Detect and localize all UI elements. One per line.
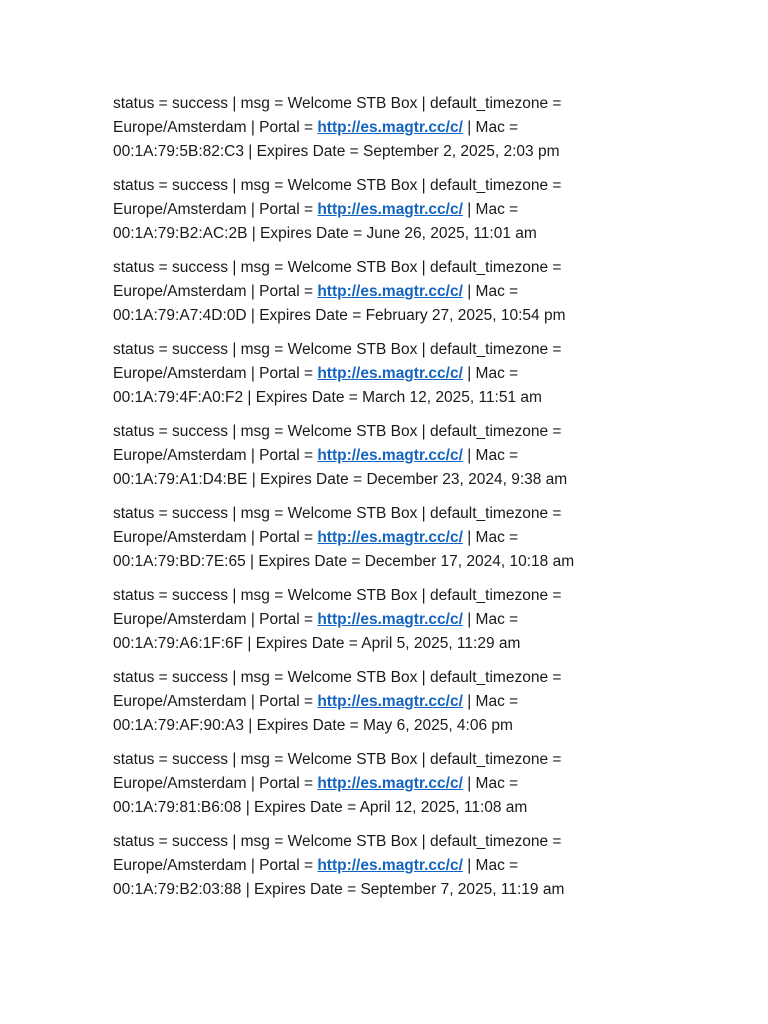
portal-label: Europe/Amsterdam | Portal = [113, 611, 318, 628]
entry-line-portal [113, 444, 613, 468]
entry-line-status: status = success | msg = Welcome STB Box | default_timezone = [113, 259, 562, 276]
portal-label: Europe/Amsterdam | Portal = [113, 857, 318, 874]
account-entry [113, 420, 613, 492]
mac-label: | Mac = [462, 529, 519, 546]
entry-line-status: status = success | msg = Welcome STB Box | default_timezone = [113, 587, 562, 604]
entry-line-mac-expiry: 00:1A:79:B2:03:88 | Expires Date = September 7, 2025, 11:19 am [113, 881, 565, 898]
entry-line-portal [113, 690, 613, 714]
entry-line-mac-expiry: 00:1A:79:4F:A0:F2 | Expires Date = March 12, 2025, 11:51 am [113, 389, 542, 406]
portal-link[interactable]: http://es.magtr.cc/c/ [317, 119, 463, 136]
mac-label: | Mac = [462, 611, 519, 628]
account-entry [113, 666, 613, 738]
entry-line-mac-expiry: 00:1A:79:A1:D4:BE | Expires Date = December 23, 2024, 9:38 am [113, 471, 568, 488]
portal-link[interactable]: http://es.magtr.cc/c/ [317, 201, 463, 218]
entry-line-status: status = success | msg = Welcome STB Box | default_timezone = [113, 833, 562, 850]
entry-line-portal [113, 116, 613, 140]
mac-label: | Mac = [462, 693, 519, 710]
account-entry [113, 174, 613, 246]
portal-label: Europe/Amsterdam | Portal = [113, 119, 318, 136]
entry-line-mac-expiry: 00:1A:79:A6:1F:6F | Expires Date = April 5, 2025, 11:29 am [113, 635, 521, 652]
account-entry [113, 92, 613, 164]
portal-link[interactable]: http://es.magtr.cc/c/ [317, 857, 463, 874]
account-entry [113, 338, 613, 410]
mac-label: | Mac = [462, 119, 519, 136]
portal-label: Europe/Amsterdam | Portal = [113, 283, 318, 300]
entry-line-mac-expiry: 00:1A:79:81:B6:08 | Expires Date = April 12, 2025, 11:08 am [113, 799, 528, 816]
entry-line-status: status = success | msg = Welcome STB Box | default_timezone = [113, 751, 562, 768]
portal-label: Europe/Amsterdam | Portal = [113, 447, 318, 464]
mac-label: | Mac = [462, 857, 519, 874]
portal-label: Europe/Amsterdam | Portal = [113, 201, 318, 218]
portal-label: Europe/Amsterdam | Portal = [113, 529, 318, 546]
mac-label: | Mac = [462, 447, 519, 464]
portal-label: Europe/Amsterdam | Portal = [113, 693, 318, 710]
portal-link[interactable]: http://es.magtr.cc/c/ [317, 611, 463, 628]
entry-line-mac-expiry: 00:1A:79:BD:7E:65 | Expires Date = December 17, 2024, 10:18 am [113, 553, 575, 570]
entry-line-portal [113, 526, 613, 550]
entry-line-status: status = success | msg = Welcome STB Box | default_timezone = [113, 341, 562, 358]
document-page [113, 92, 613, 912]
entry-line-portal [113, 280, 613, 304]
portal-link[interactable]: http://es.magtr.cc/c/ [317, 447, 463, 464]
portal-label: Europe/Amsterdam | Portal = [113, 775, 318, 792]
entry-line-status: status = success | msg = Welcome STB Box | default_timezone = [113, 505, 562, 522]
mac-label: | Mac = [462, 775, 519, 792]
mac-label: | Mac = [462, 201, 519, 218]
entry-line-status: status = success | msg = Welcome STB Box | default_timezone = [113, 177, 562, 194]
mac-label: | Mac = [462, 365, 519, 382]
portal-link[interactable]: http://es.magtr.cc/c/ [317, 775, 463, 792]
account-entry [113, 584, 613, 656]
account-entry [113, 502, 613, 574]
entry-line-portal [113, 362, 613, 386]
entry-line-status: status = success | msg = Welcome STB Box | default_timezone = [113, 95, 562, 112]
entry-line-portal [113, 608, 613, 632]
entry-line-portal [113, 772, 613, 796]
portal-link[interactable]: http://es.magtr.cc/c/ [317, 529, 463, 546]
portal-link[interactable]: http://es.magtr.cc/c/ [317, 365, 463, 382]
entry-line-portal [113, 198, 613, 222]
entry-line-status: status = success | msg = Welcome STB Box | default_timezone = [113, 423, 562, 440]
portal-link[interactable]: http://es.magtr.cc/c/ [317, 693, 463, 710]
entry-line-mac-expiry: 00:1A:79:A7:4D:0D | Expires Date = February 27, 2025, 10:54 pm [113, 307, 566, 324]
mac-label: | Mac = [462, 283, 519, 300]
entry-line-portal [113, 854, 613, 878]
account-entry [113, 830, 613, 902]
portal-link[interactable]: http://es.magtr.cc/c/ [317, 283, 463, 300]
entry-line-mac-expiry: 00:1A:79:B2:AC:2B | Expires Date = June 26, 2025, 11:01 am [113, 225, 537, 242]
account-entry [113, 748, 613, 820]
account-entry [113, 256, 613, 328]
portal-label: Europe/Amsterdam | Portal = [113, 365, 318, 382]
entry-line-status: status = success | msg = Welcome STB Box | default_timezone = [113, 669, 562, 686]
entry-line-mac-expiry: 00:1A:79:AF:90:A3 | Expires Date = May 6, 2025, 4:06 pm [113, 717, 513, 734]
entry-line-mac-expiry: 00:1A:79:5B:82:C3 | Expires Date = September 2, 2025, 2:03 pm [113, 143, 560, 160]
